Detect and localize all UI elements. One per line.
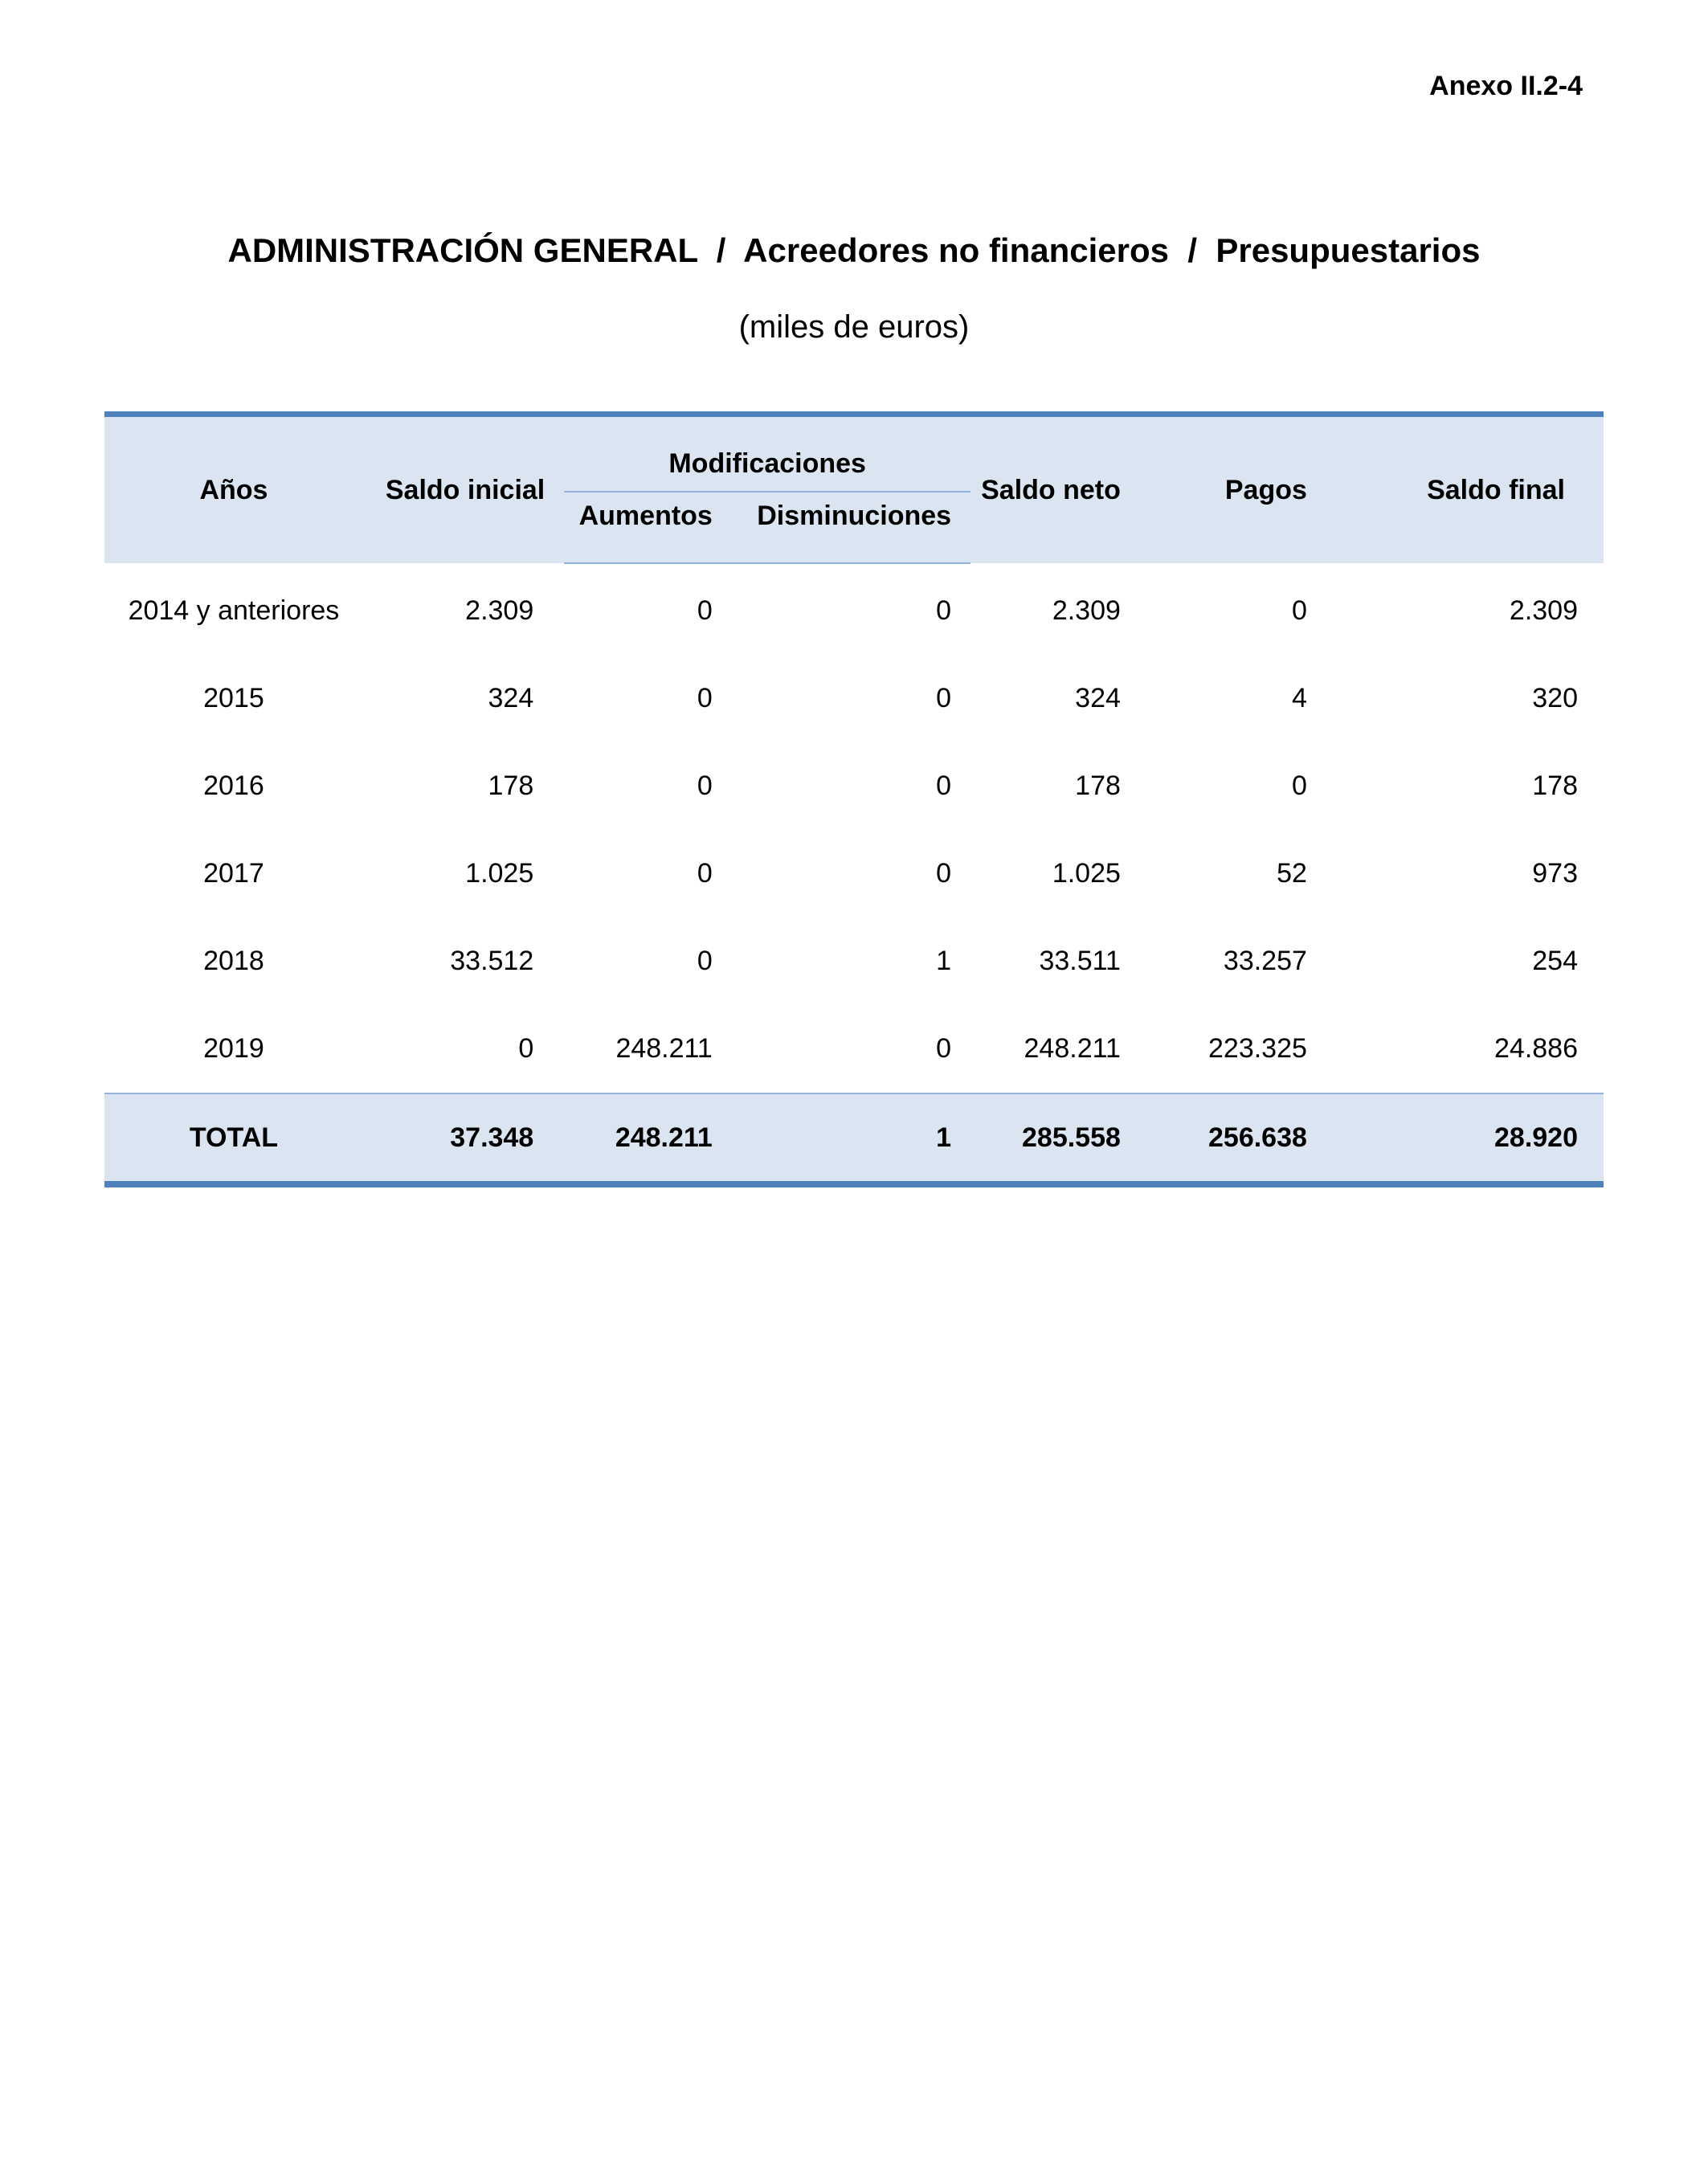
- page-subtitle: (miles de euros): [738, 309, 970, 345]
- row-payments: 52: [1277, 858, 1307, 889]
- header-initial-balance: Saldo inicial: [363, 415, 564, 564]
- annex-label: Anexo II.2-4: [1429, 71, 1583, 101]
- header-payments: Pagos: [1151, 415, 1339, 564]
- row-final: 320: [1532, 683, 1578, 713]
- row-decreases: 0: [936, 1033, 952, 1064]
- table-row: [104, 742, 1604, 830]
- header-modifications: Modificaciones: [564, 415, 970, 492]
- row-final: 254: [1532, 946, 1578, 976]
- row-net: 2.309: [1052, 595, 1121, 626]
- row-year: 2018: [203, 946, 264, 976]
- row-payments: 33.257: [1223, 946, 1307, 976]
- row-final: 178: [1532, 770, 1578, 801]
- page-title: ADMINISTRACIÓN GENERAL / Acreedores no financieros / Presupuestarios: [227, 231, 1481, 269]
- row-payments: 223.325: [1208, 1033, 1307, 1064]
- row-final: 24.886: [1494, 1033, 1578, 1064]
- header-years: Años: [104, 415, 363, 564]
- header-net-balance: Saldo neto: [970, 415, 1151, 564]
- row-initial: 33.512: [450, 946, 534, 976]
- row-net: 33.511: [1039, 946, 1121, 976]
- total-decreases: 1: [737, 1093, 970, 1184]
- table-row: [104, 1005, 1604, 1093]
- row-initial: 0: [518, 1033, 534, 1064]
- row-year: 2014 y anteriores: [128, 595, 340, 626]
- total-payments: 256.638: [1151, 1093, 1339, 1184]
- row-year: 2015: [203, 683, 264, 713]
- total-increases: 248.211: [564, 1093, 737, 1184]
- header-final-balance: Saldo final: [1339, 415, 1604, 564]
- row-increases: 0: [697, 858, 713, 889]
- row-decreases: 1: [936, 946, 952, 976]
- row-payments: 4: [1291, 683, 1307, 713]
- row-initial: 2.309: [465, 595, 534, 626]
- total-row: [104, 1093, 1604, 1184]
- row-initial: 324: [488, 683, 534, 713]
- row-increases: 0: [697, 683, 713, 713]
- total-label: TOTAL: [104, 1093, 363, 1184]
- row-net: 248.211: [1024, 1033, 1121, 1064]
- row-decreases: 0: [936, 770, 952, 801]
- creditors-table: [104, 411, 1604, 1187]
- row-year: 2017: [203, 858, 264, 889]
- row-initial: 1.025: [465, 858, 534, 889]
- header-decreases: Disminuciones: [737, 492, 970, 563]
- total-initial: 37.348: [363, 1093, 564, 1184]
- row-decreases: 0: [936, 683, 952, 713]
- row-net: 178: [1075, 770, 1121, 801]
- row-year: 2016: [203, 770, 264, 801]
- total-final: 28.920: [1339, 1093, 1604, 1184]
- row-payments: 0: [1291, 770, 1307, 801]
- row-increases: 0: [697, 595, 713, 626]
- table-row: [104, 918, 1604, 1005]
- row-initial: 178: [488, 770, 534, 801]
- row-increases: 0: [697, 770, 713, 801]
- row-net: 1.025: [1052, 858, 1121, 889]
- row-payments: 0: [1291, 595, 1307, 626]
- row-year: 2019: [203, 1033, 264, 1064]
- row-final: 973: [1532, 858, 1578, 889]
- row-net: 324: [1075, 683, 1121, 713]
- total-net: 285.558: [970, 1093, 1151, 1184]
- row-final: 2.309: [1509, 595, 1578, 626]
- row-decreases: 0: [936, 858, 952, 889]
- table-row: [104, 563, 1604, 655]
- header-increases: Aumentos: [564, 492, 737, 563]
- row-increases: 248.211: [615, 1033, 713, 1064]
- row-decreases: 0: [936, 595, 952, 626]
- table-row: [104, 655, 1604, 742]
- table-row: [104, 830, 1604, 918]
- row-increases: 0: [697, 946, 713, 976]
